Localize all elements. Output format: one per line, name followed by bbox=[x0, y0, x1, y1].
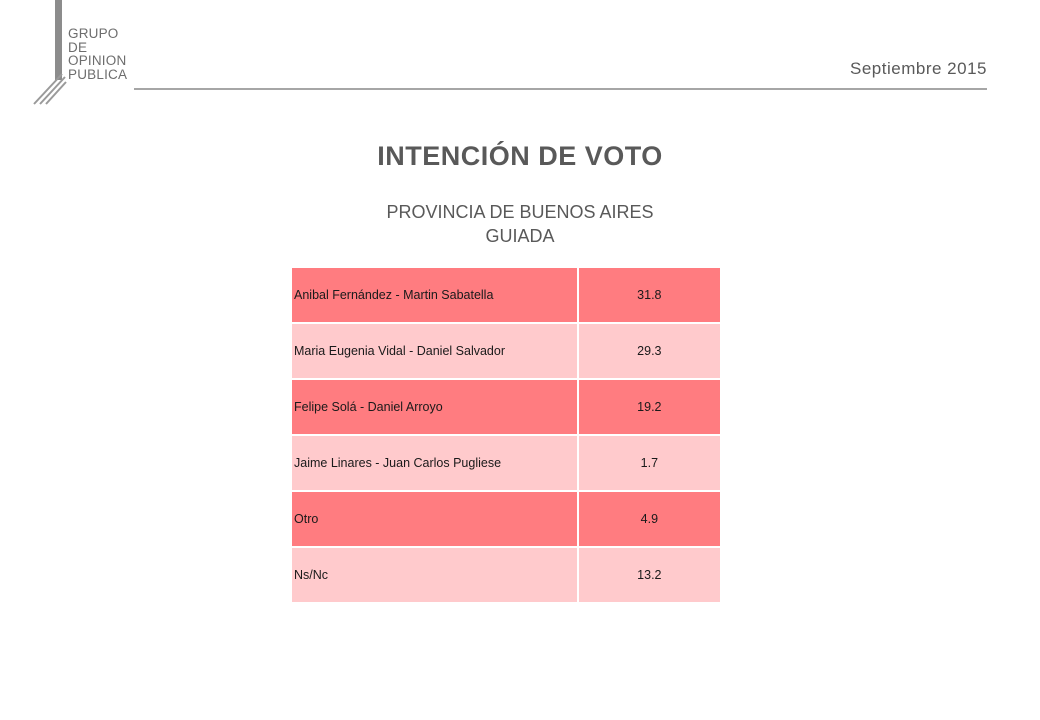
results-table bbox=[292, 268, 720, 604]
logo-text bbox=[68, 27, 127, 81]
report-date: Septiembre 2015 bbox=[850, 59, 987, 78]
table-row bbox=[292, 323, 720, 379]
header-divider bbox=[134, 88, 987, 90]
subtitle-region: PROVINCIA DE BUENOS AIRES bbox=[386, 202, 654, 222]
candidate-name: Ns/Nc bbox=[292, 547, 578, 603]
candidate-value: 1.7 bbox=[578, 435, 720, 491]
candidate-name: Jaime Linares - Juan Carlos Pugliese bbox=[292, 435, 578, 491]
logo-stripes-icon bbox=[32, 60, 68, 106]
logo-line: GRUPO bbox=[68, 26, 119, 41]
table-row bbox=[292, 379, 720, 435]
page-subtitle bbox=[0, 200, 1040, 248]
logo-line: OPINION bbox=[68, 53, 127, 68]
candidate-value: 31.8 bbox=[578, 268, 720, 323]
logo bbox=[30, 0, 160, 108]
candidate-name: Maria Eugenia Vidal - Daniel Salvador bbox=[292, 323, 578, 379]
candidate-name: Otro bbox=[292, 491, 578, 547]
candidate-name: Anibal Fernández - Martin Sabatella bbox=[292, 268, 578, 323]
candidate-value: 13.2 bbox=[578, 547, 720, 603]
page-title: INTENCIÓN DE VOTO bbox=[377, 141, 663, 171]
table-row bbox=[292, 435, 720, 491]
subtitle-type: GUIADA bbox=[485, 226, 555, 246]
candidate-value: 4.9 bbox=[578, 491, 720, 547]
candidate-value: 19.2 bbox=[578, 379, 720, 435]
table-row bbox=[292, 547, 720, 603]
table-row bbox=[292, 491, 720, 547]
table-row bbox=[292, 268, 720, 323]
candidate-name: Felipe Solá - Daniel Arroyo bbox=[292, 379, 578, 435]
logo-line: PUBLICA bbox=[68, 66, 128, 82]
logo-line: DE bbox=[68, 39, 88, 55]
candidate-value: 29.3 bbox=[578, 323, 720, 379]
